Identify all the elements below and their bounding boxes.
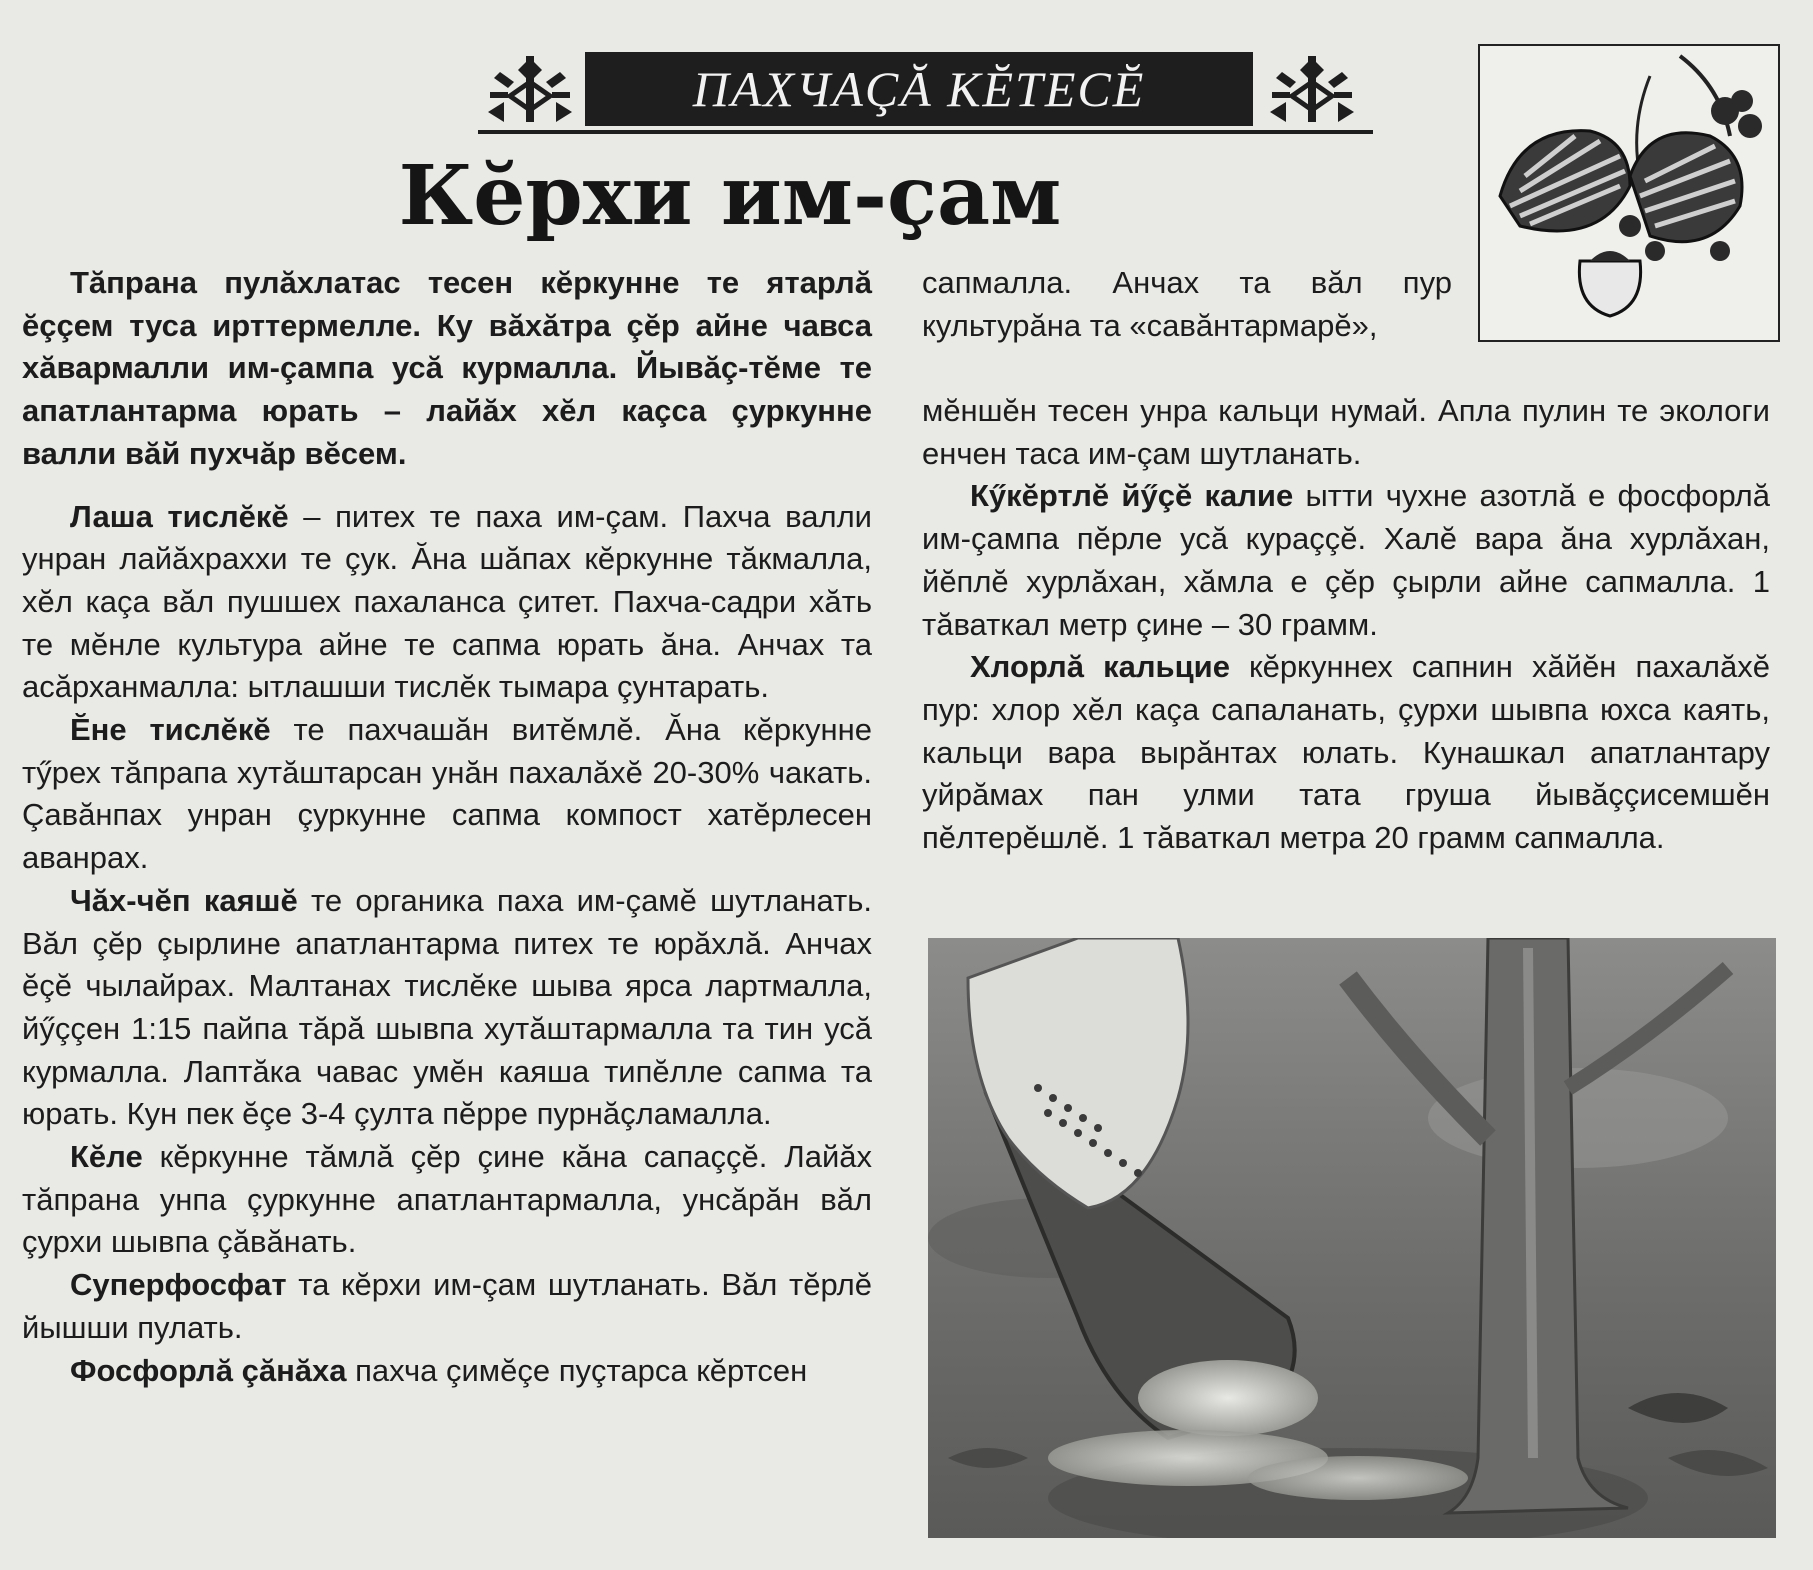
paragraph-superphosphate (22, 1264, 872, 1349)
paragraph-text: кĕркунне тăмлă çĕр çине кăна сапаççĕ. Лайăх тăпрана унпа çуркунне апатлантармалла, унсăрăн вăл çурхи шывпа çăвăнать. (22, 1139, 872, 1260)
term-phosphorite: Фосфорлă çăнăха (70, 1352, 347, 1388)
term-horse-manure: Лаша тислĕкĕ (70, 498, 289, 534)
paragraph-continued-2: мĕншĕн тесен унра кальци нумай. Апла пулин те экологи енчен таса им-çам шутланать. (922, 393, 1770, 471)
left-column (22, 262, 872, 1392)
term-cow-manure: Ĕне тислĕкĕ (70, 712, 271, 748)
paragraph-potassium-chloride (922, 646, 1770, 860)
paragraph-cow-manure (22, 709, 872, 880)
paragraph-phosphorite (22, 1350, 872, 1393)
paragraph-text: те пахчашăн витĕмлĕ. Ăна кĕркунне тӳрех тăпрапа хутăштарсан унăн пахалăхĕ 20-30% чакать. Çавăнпах унран çуркунне сапма компост хатĕрлесен аванрах. (22, 712, 872, 876)
article-headline: Кĕрхи им-çам (398, 148, 1062, 244)
folk-ornament-icon-left (480, 52, 580, 126)
rubric-title: ПАХЧАÇĂ КĔТЕСĔ (692, 61, 1146, 117)
gardener-fertilizer-photo (928, 938, 1776, 1538)
paragraph-poultry (22, 880, 872, 1136)
article-lead: Тăпрана пулăхлатас тесен кĕркунне те ятарлă ĕççем туса ирттермелле. Ку вăхăтра çĕр айне чавса хăвармалли им-çампа усă курмалла. Йывăç-тĕме те апатлантарма юрать – лайăх хĕл каçса çуркунне валли вăй пухчăр вĕсем. (22, 265, 872, 471)
term-ash: Кĕле (70, 1139, 143, 1175)
paragraph-continued: сапмалла. Анчах та вăл пур культурăна та «савăнтармарĕ», (922, 265, 1452, 343)
photo-illustration (928, 938, 1776, 1538)
term-potassium-chloride: Хлорлă кальцие (970, 649, 1230, 685)
rubric-underline (478, 130, 1373, 134)
folk-ornament-icon-right (1262, 52, 1362, 126)
berry-leaves-illustration (1478, 44, 1780, 342)
paragraph-potassium-sulfate (922, 475, 1770, 646)
right-column (922, 390, 1770, 860)
paragraph-text: пахча çимĕçе пуçтарса кĕртсен (346, 1352, 808, 1388)
paragraph-ash (22, 1136, 872, 1264)
paragraph-text: кĕркуннех сапнин хăйĕн пахалăхĕ пур: хлор хĕл каçа сапаланать, çурхи шывпа юхса каять, кальци вара вырăнтах юлать. Кунашкал апатлантару уйрăмах пан улми тата груша йывăççисемшĕн пĕлтерĕшлĕ. 1 тăваткал метра 20 грамм сапмалла. (922, 649, 1770, 856)
berry-leaves-icon (1480, 46, 1778, 340)
term-potassium-sulfate: Кӳкĕртлĕ йӳçĕ калие (970, 478, 1294, 514)
term-poultry: Чăх-чĕп каяшĕ (70, 882, 298, 918)
paragraph-text: те органика паха им-çамĕ шутланать. Вăл çĕр çырлине апатлантарма питех те юрăхлă. Анчах ĕçĕ чылайрах. Малтанах тислĕке шыва ярса лартмалла, йӳççен 1:15 пайпа тăрă шывпа хутăштармалла та тин усă курмалла. Лаптăка чавас умĕн каяша типĕлле сапма та юрать. Кун пек ĕçе 3-4 çулта пĕрре пурнăçламалла. (22, 882, 872, 1132)
paragraph-horse-manure (22, 496, 872, 710)
right-column-top (922, 262, 1452, 347)
term-superphosphate: Суперфосфат (70, 1267, 287, 1303)
paragraph-text: ытти чухне азотлă е фосфорлă им-çампа пĕрле усă кураççĕ. Халĕ вара ăна хурлăхан, йĕплĕ хурлăхан, хăмла е çĕр çырли айне сапмалла. 1 тăваткал метр çине – 30 грамм. (922, 478, 1771, 642)
paragraph-text: – питех те паха им-çам. Пахча валли унран лайăхраххи те çук. Ăна шăпах кĕркунне тăкмалла, хĕл каçа вăл пушшех пахаланса çитет. Пахча-садри хăть те мĕнле культура айне те сапма юрать ăна. Анчах та асăрханмалла: ытлашши тислĕк тымара çунтарать. (22, 498, 872, 705)
paragraph-text: та кĕрхи им-çам шутланать. Вăл тĕрлĕ йышши пулать. (22, 1267, 872, 1345)
rubric-banner (585, 52, 1253, 126)
